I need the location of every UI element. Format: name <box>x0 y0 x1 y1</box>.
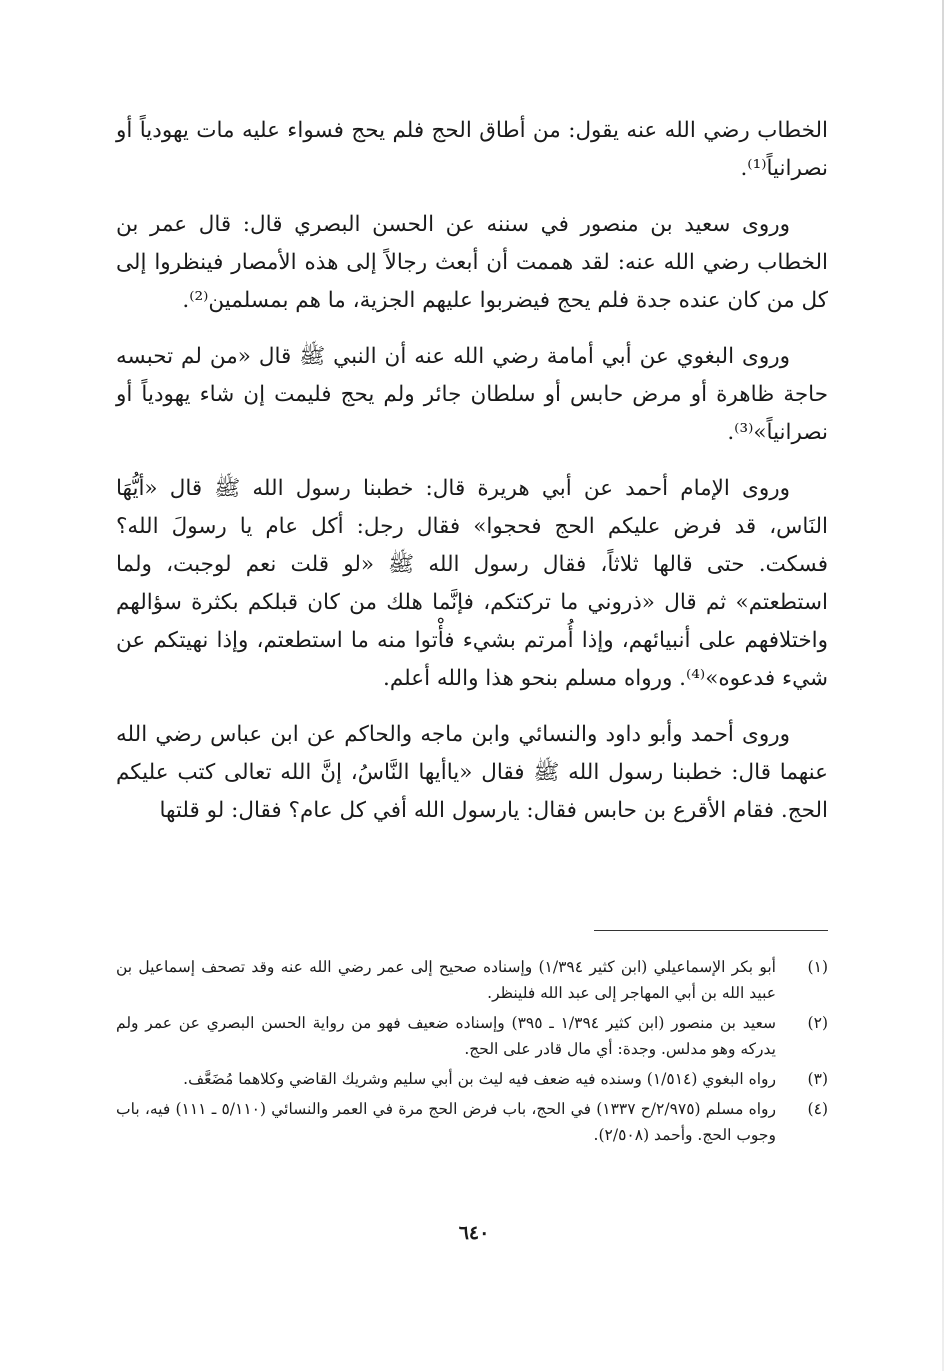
page-number: ٦٤٠ <box>458 1222 490 1244</box>
paragraph-1: الخطاب رضي الله عنه يقول: من أطاق الحج فلم يحج فسواء عليه مات يهودياً أو نصرانياً⁽¹⁾. <box>116 118 828 181</box>
footnote-number: (١) <box>807 958 828 976</box>
footnote <box>116 1096 828 1148</box>
footnote-text: رواه مسلم (٢/٩٧٥/ح ١٣٣٧) في الحج، باب فرض الحج مرة في العمر والنسائي (٥/١١٠ ـ ١١١) فيه، باب وجوب الحج. وأحمد (٢/٥٠٨). <box>116 1100 776 1144</box>
paragraph-2: وروى سعيد بن منصور في سننه عن الحسن البصري قال: قال عمر بن الخطاب رضي الله عنه: لقد هممت أن أبعث رجالاً إلى هذه الأمصار فينظروا إلى كل من كان عنده جدة فلم يحج فيضربوا عليهم الجزية، ما هم بمسلمين⁽²⁾. <box>116 212 828 313</box>
main-text <box>116 112 828 848</box>
footnote-number: (٢) <box>807 1014 828 1032</box>
footnote-text: سعيد بن منصور (ابن كثير ١/٣٩٤ ـ ٣٩٥) وإسناده ضعيف فهو من رواية الحسن البصري عن عمر ولم يدركه وهو مدلس. وجدة: أي مال قادر على الحج. <box>116 1014 776 1058</box>
footnotes <box>116 954 828 1152</box>
paragraph-5: وروى أحمد وأبو داود والنسائي وابن ماجه والحاكم عن ابن عباس رضي الله عنهما قال: خطبنا رسول الله ﷺ فقال «ياأيها النَّاسُ، إنَّ الله تعالى كتب عليكم الحج. فقام الأقرع بن حابس فقال: يارسول الله أفي كل عام؟ فقال: لو قلتها <box>116 722 828 823</box>
footnote <box>116 1010 828 1062</box>
footnote-text: رواه البغوي (١/٥١٤) وسنده فيه ضعف فيه ليث بن أبي سليم وشريك القاضي وكلاهما مُضَعَّف. <box>183 1070 776 1088</box>
page-edge-shadow <box>942 0 944 1371</box>
footnote <box>116 954 828 1006</box>
footnote-number: (٤) <box>807 1100 828 1118</box>
footnote <box>116 1066 828 1092</box>
footnote-separator <box>594 930 828 931</box>
footnote-text: أبو بكر الإسماعيلي (ابن كثير ١/٣٩٤) وإسناده صحيح إلى عمر رضي الله عنه وقد تصحف إسماعيل بن عبيد الله بن أبي المهاجر إلى عبد الله فلينظر. <box>116 958 776 1002</box>
paragraph-4: وروى الإمام أحمد عن أبي هريرة قال: خطبنا رسول الله ﷺ قال «أيُّهَا النَاس، قد فرض عليكم الحج فحجوا» فقال رجل: أكل عام يا رسولَ الله؟ فسكت. حتى قالها ثلاثاً، فقال رسول الله ﷺ «لو قلت نعم لوجبت، ولما استطعتم» ثم قال «ذروني ما تركتكم، فإنَّما هلك من كان قبلكم بكثرة سؤالهم واختلافهم على أنبيائهم، وإذا أُمرتم بشيء فأْتوا منه ما استطعتم، وإذا نهيتكم عن شيء فدعوه»⁽⁴⁾. ورواه مسلم بنحو هذا والله أعلم. <box>116 476 828 691</box>
footnote-number: (٣) <box>807 1070 828 1088</box>
paragraph-3: وروى البغوي عن أبي أمامة رضي الله عنه أن النبي ﷺ قال «من لم تحبسه حاجة ظاهرة أو مرض حابس أو سلطان جائر ولم يحج فليمت إن شاء يهودياً أو نصرانياً»⁽³⁾. <box>116 344 828 445</box>
